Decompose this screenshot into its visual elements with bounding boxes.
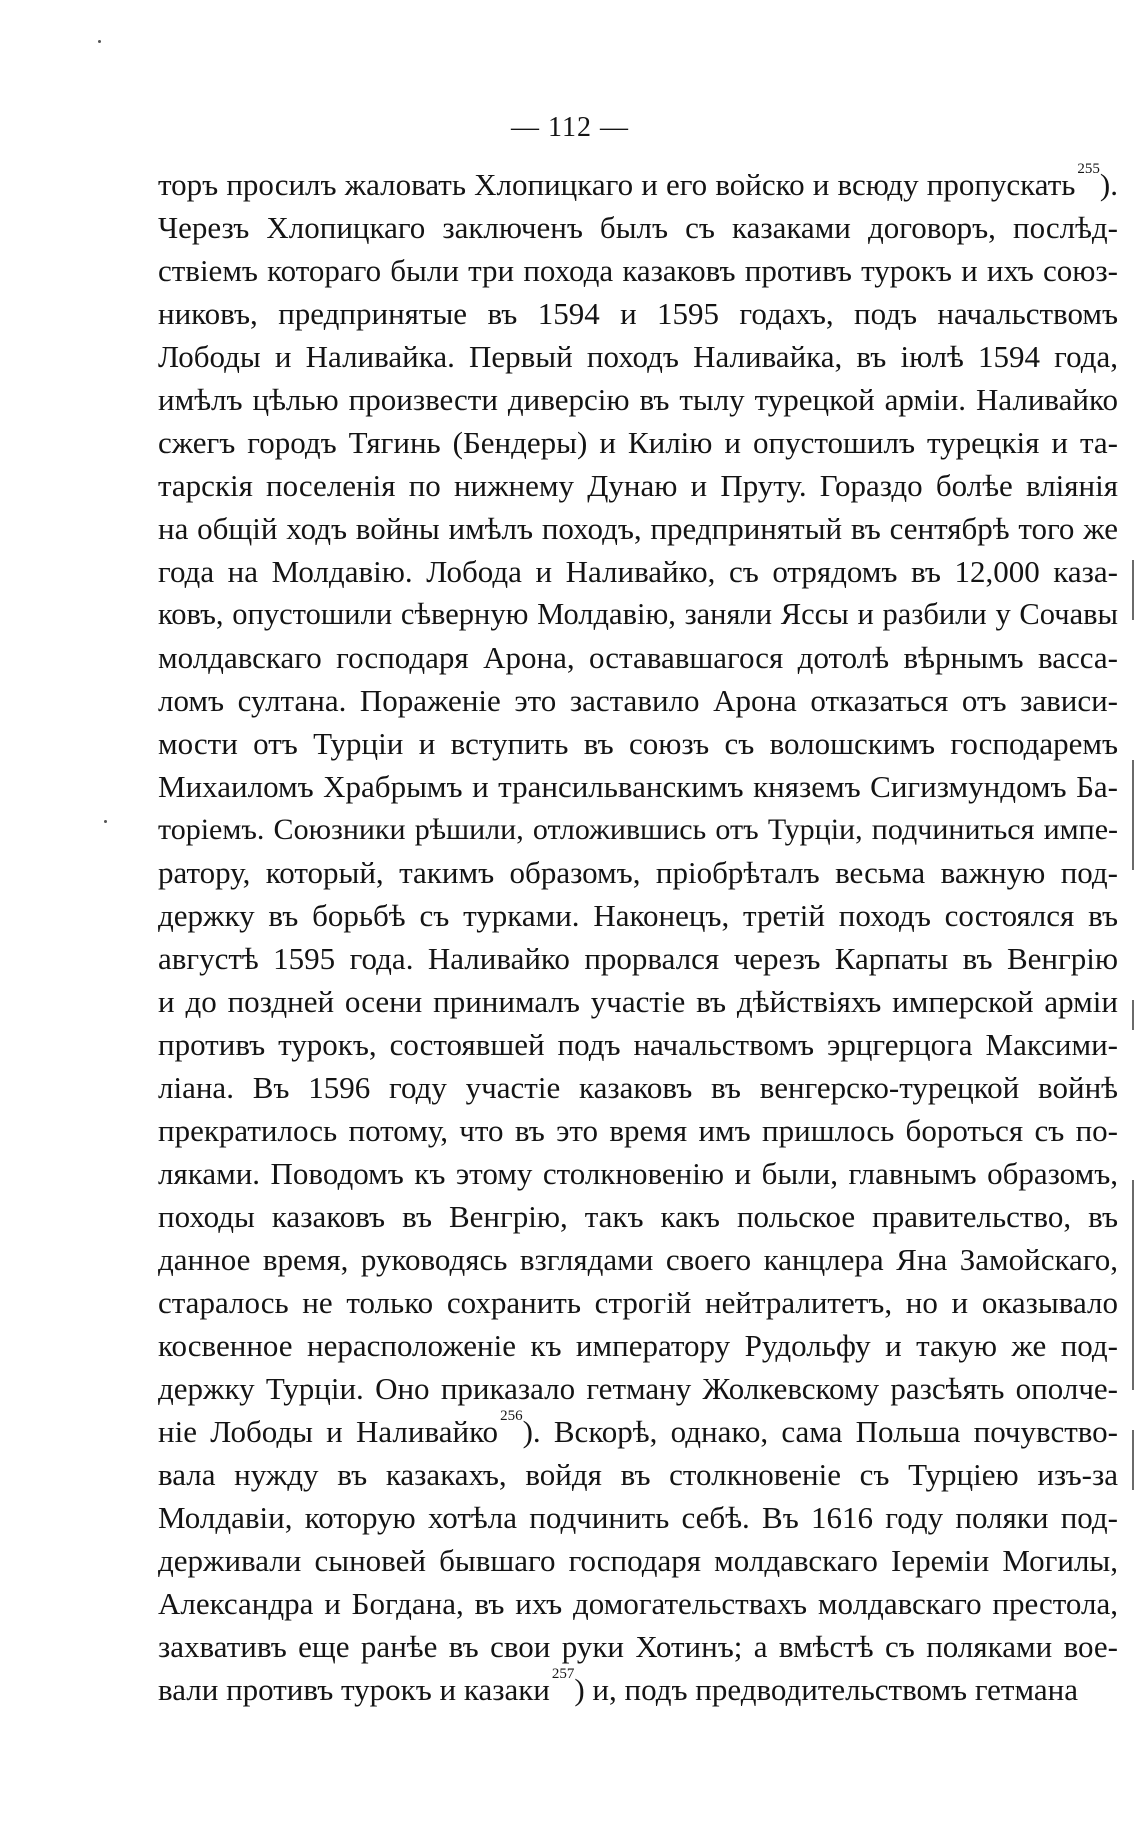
- text-line: [158, 1668, 1118, 1711]
- text-line: [158, 464, 1118, 507]
- text-line: [158, 937, 1118, 980]
- text-segment: вала нужду въ казакахъ, войдя въ столкновеніе съ Турціею изъ-за: [158, 1457, 1118, 1492]
- text-line: [158, 1410, 1118, 1453]
- text-line: [158, 378, 1118, 421]
- scan-margin-rule: [1132, 1430, 1134, 1490]
- text-line: [158, 980, 1118, 1023]
- text-line: [158, 808, 1118, 851]
- text-segment: ратору, который, такимъ образомъ, пріобрѣталъ весьма важную под-: [158, 855, 1118, 890]
- text-segment: захвативъ еще ранѣе въ свои руки Хотинъ; а вмѣстѣ съ поляками вое-: [158, 1629, 1118, 1664]
- text-line: [158, 1453, 1118, 1496]
- text-line: [158, 507, 1118, 550]
- text-line: [158, 722, 1118, 765]
- text-line: [158, 550, 1118, 593]
- text-line: [158, 765, 1118, 808]
- text-line: [158, 335, 1118, 378]
- text-line: [158, 1625, 1118, 1668]
- text-segment: на общій ходъ войны имѣлъ походъ, предпринятый въ сентябрѣ того же: [158, 511, 1118, 546]
- text-line: [158, 636, 1118, 679]
- text-segment: ). Вскорѣ, однако, сама Польша почувство-: [522, 1414, 1118, 1449]
- text-segment: косвенное нерасположеніе къ императору Рудольфу и такую же под-: [158, 1328, 1118, 1363]
- text-segment: молдавскаго господаря Арона, остававшагося дотолѣ вѣрнымъ васса-: [158, 640, 1118, 675]
- text-line: [158, 1281, 1118, 1324]
- text-line: [158, 894, 1118, 937]
- scan-speck: [98, 40, 101, 43]
- text-segment: сжегъ городъ Тягинь (Бендеры) и Килію и опустошилъ турецкія и та-: [158, 425, 1118, 460]
- text-segment: тарскія поселенія по нижнему Дунаю и Пруту. Гораздо болѣе вліянія: [158, 468, 1118, 503]
- text-line: [158, 679, 1118, 722]
- text-line: [158, 163, 1118, 206]
- text-line: [158, 593, 1118, 636]
- text-segment: ліана. Въ 1596 году участіе казаковъ въ венгерско-турецкой войнѣ: [158, 1070, 1118, 1105]
- text-segment: торъ просилъ жаловать Хлопицкаго и его войско и всюду пропускать: [158, 167, 1076, 202]
- text-segment: ).: [1099, 167, 1118, 202]
- text-segment: противъ турокъ, состоявшей подъ начальствомъ эрцгерцога Максими-: [158, 1027, 1118, 1062]
- text-segment: никовъ, предпринятые въ 1594 и 1595 годахъ, подъ начальствомъ: [158, 296, 1118, 331]
- scan-margin-rule: [1132, 1000, 1134, 1030]
- text-segment: ковъ, опустошили сѣверную Молдавію, заняли Яссы и разбили у Сочавы: [158, 597, 1118, 631]
- scan-margin-rule: [1132, 1180, 1134, 1390]
- text-segment: походы казаковъ въ Венгрію, такъ какъ польское правительство, въ: [158, 1199, 1118, 1234]
- text-line: [158, 1066, 1118, 1109]
- scan-margin-rule: [1132, 760, 1134, 870]
- footnote-marker: 256: [500, 1410, 523, 1424]
- text-line: [158, 1109, 1118, 1152]
- text-segment: Черезъ Хлопицкаго заключенъ былъ съ казаками договоръ, послѣд-: [158, 210, 1118, 245]
- text-line: [158, 1152, 1118, 1195]
- text-line: [158, 1195, 1118, 1238]
- text-line: [158, 1324, 1118, 1367]
- text-segment: Александра и Богдана, въ ихъ домогательствахъ молдавскаго престола,: [158, 1586, 1118, 1621]
- text-line: [158, 1582, 1118, 1625]
- text-segment: вали противъ турокъ и казаки: [158, 1672, 550, 1707]
- scan-speck: [104, 820, 107, 823]
- text-segment: ляками. Поводомъ къ этому столкновенію и были, главнымъ образомъ,: [158, 1156, 1118, 1191]
- text-segment: торіемъ. Союзники рѣшили, отложившись отъ Турціи, подчиниться импе-: [158, 813, 1118, 846]
- text-segment: имѣлъ цѣлью произвести диверсію въ тылу турецкой арміи. Наливайко: [158, 382, 1118, 417]
- text-segment: года на Молдавію. Лобода и Наливайко, съ отрядомъ въ 12,000 каза-: [158, 554, 1118, 589]
- text-line: [158, 1539, 1118, 1582]
- text-segment: ломъ султана. Пораженіе это заставило Арона отказаться отъ зависи-: [158, 683, 1118, 718]
- text-segment: мости отъ Турціи и вступить въ союзъ съ волошскимъ господаремъ: [158, 726, 1118, 761]
- text-segment: держку Турціи. Оно приказало гетману Жолкевскому разсѣять ополче-: [158, 1371, 1118, 1406]
- footnote-marker: 257: [551, 1668, 575, 1682]
- text-segment: и до поздней осени принималъ участіе въ дѣйствіяхъ имперской арміи: [158, 984, 1118, 1019]
- text-line: [158, 1238, 1118, 1281]
- page-number: — 112 —: [511, 112, 629, 143]
- text-segment: Михаиломъ Храбрымъ и трансильванскимъ княземъ Сигизмундомъ Ба-: [158, 769, 1118, 804]
- text-line: [158, 851, 1118, 894]
- text-segment: старалось не только сохранить строгій нейтралитетъ, но и оказывало: [158, 1285, 1118, 1320]
- text-segment: ствіемъ котораго были три похода казаковъ противъ турокъ и ихъ союз-: [158, 253, 1118, 288]
- text-segment: держивали сыновей бывшаго господаря молдавскаго Іереміи Могилы,: [158, 1543, 1118, 1578]
- text-line: [158, 1496, 1118, 1539]
- text-line: [158, 292, 1118, 335]
- footnote-marker: 255: [1077, 163, 1100, 177]
- text-segment: держку въ борьбѣ съ турками. Наконецъ, третій походъ состоялся въ: [158, 898, 1118, 933]
- text-line: [158, 1023, 1118, 1066]
- text-line: [158, 206, 1118, 249]
- scan-margin-rule: [1132, 560, 1134, 620]
- text-segment: Молдавіи, которую хотѣла подчинить себѣ. Въ 1616 году поляки под-: [158, 1500, 1118, 1535]
- text-segment: ніе Лободы и Наливайко: [158, 1414, 499, 1449]
- body-text: [158, 163, 1118, 1711]
- text-segment: августѣ 1595 года. Наливайко прорвался черезъ Карпаты въ Венгрію: [158, 941, 1118, 976]
- text-line: [158, 421, 1118, 464]
- text-segment: Лободы и Наливайка. Первый походъ Наливайка, въ іюлѣ 1594 года,: [158, 339, 1118, 374]
- text-line: [158, 249, 1118, 292]
- text-segment: данное время, руководясь взглядами своего канцлера Яна Замойскаго,: [158, 1242, 1118, 1277]
- text-segment: ) и, подъ предводительствомъ гетмана: [574, 1672, 1078, 1707]
- text-segment: прекратилось потому, что въ это время имъ пришлось бороться съ по-: [158, 1113, 1118, 1148]
- text-line: [158, 1367, 1118, 1410]
